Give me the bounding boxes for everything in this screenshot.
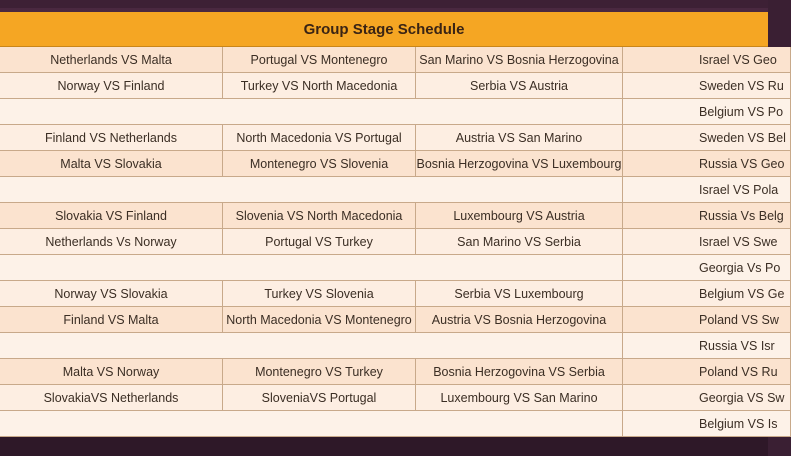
table-cell: SlovakiaVS Netherlands — [0, 385, 223, 411]
table-cell: Malta VS Norway — [0, 359, 223, 385]
table-cell: Russia VS Isr — [623, 333, 791, 359]
table-cell: Sweden VS Bel — [623, 125, 791, 151]
table-cell: Israel VS Geo — [623, 47, 791, 73]
table-row — [0, 203, 784, 229]
table-row — [0, 177, 779, 203]
schedule-header — [0, 12, 768, 47]
table-cell: Belgium VS Ge — [623, 281, 791, 307]
table-cell: Malta VS Slovakia — [0, 151, 223, 177]
table-row — [0, 99, 784, 125]
table-row — [0, 255, 781, 281]
table-cell: Portugal VS Montenegro — [223, 47, 416, 73]
table-cell: North Macedonia VS Portugal — [223, 125, 416, 151]
table-cell: SloveniaVS Portugal — [223, 385, 416, 411]
table-cell: San Marino VS Serbia — [416, 229, 623, 255]
table-cell: Israel VS Pola — [623, 177, 791, 203]
table-cell: Finland VS Netherlands — [0, 125, 223, 151]
table-row — [0, 359, 778, 385]
table-cell: Luxembourg VS San Marino — [416, 385, 623, 411]
table-cell: Serbia VS Austria — [416, 73, 623, 99]
table-cell: Norway VS Slovakia — [0, 281, 223, 307]
table-cell: Russia Vs Belg — [623, 203, 791, 229]
table-cell: Netherlands Vs Norway — [0, 229, 223, 255]
schedule-title: Group Stage Schedule — [303, 20, 465, 38]
table-cell: Turkey VS North Macedonia — [223, 73, 416, 99]
table-cell: Bosnia Herzogovina VS Serbia — [416, 359, 623, 385]
table-cell-empty — [0, 411, 623, 437]
table-cell: Belgium VS Po — [623, 99, 791, 125]
table-row — [0, 151, 785, 177]
table-row — [0, 333, 775, 359]
table-row — [0, 411, 778, 437]
table-cell-empty — [0, 333, 623, 359]
table-cell: Slovenia VS North Macedonia — [223, 203, 416, 229]
top-border — [0, 0, 768, 8]
table-cell: Austria VS Bosnia Herzogovina — [416, 307, 623, 333]
table-cell: Portugal VS Turkey — [223, 229, 416, 255]
table-cell: Israel VS Swe — [623, 229, 791, 255]
table-cell-empty — [0, 177, 623, 203]
bottom-border — [0, 437, 768, 456]
table-cell: Turkey VS Slovenia — [223, 281, 416, 307]
table-row — [0, 47, 777, 73]
table-cell: Serbia VS Luxembourg — [416, 281, 623, 307]
table-row — [0, 281, 785, 307]
table-cell: Sweden VS Ru — [623, 73, 791, 99]
table-cell-empty — [0, 99, 623, 125]
table-cell: Georgia Vs Po — [623, 255, 791, 281]
table-row — [0, 125, 786, 151]
table-cell: Slovakia VS Finland — [0, 203, 223, 229]
table-cell: Netherlands VS Malta — [0, 47, 223, 73]
table-cell: Poland VS Ru — [623, 359, 791, 385]
table-row — [0, 307, 779, 333]
table-cell: Norway VS Finland — [0, 73, 223, 99]
table-cell-empty — [0, 255, 623, 281]
table-row — [0, 229, 778, 255]
table-cell: Russia VS Geo — [623, 151, 791, 177]
table-cell: Finland VS Malta — [0, 307, 223, 333]
table-cell: Montenegro VS Slovenia — [223, 151, 416, 177]
table-cell: Bosnia Herzogovina VS Luxembourg — [416, 151, 623, 177]
table-cell: North Macedonia VS Montenegro — [223, 307, 416, 333]
table-cell: Austria VS San Marino — [416, 125, 623, 151]
table-cell: Georgia VS Sw — [623, 385, 791, 411]
table-cell: Belgium VS Is — [623, 411, 791, 437]
table-cell: San Marino VS Bosnia Herzogovina — [416, 47, 623, 73]
table-cell: Montenegro VS Turkey — [223, 359, 416, 385]
table-row — [0, 385, 785, 411]
table-cell: Luxembourg VS Austria — [416, 203, 623, 229]
table-cell: Poland VS Sw — [623, 307, 791, 333]
schedule-table — [0, 47, 786, 437]
table-row — [0, 73, 784, 99]
